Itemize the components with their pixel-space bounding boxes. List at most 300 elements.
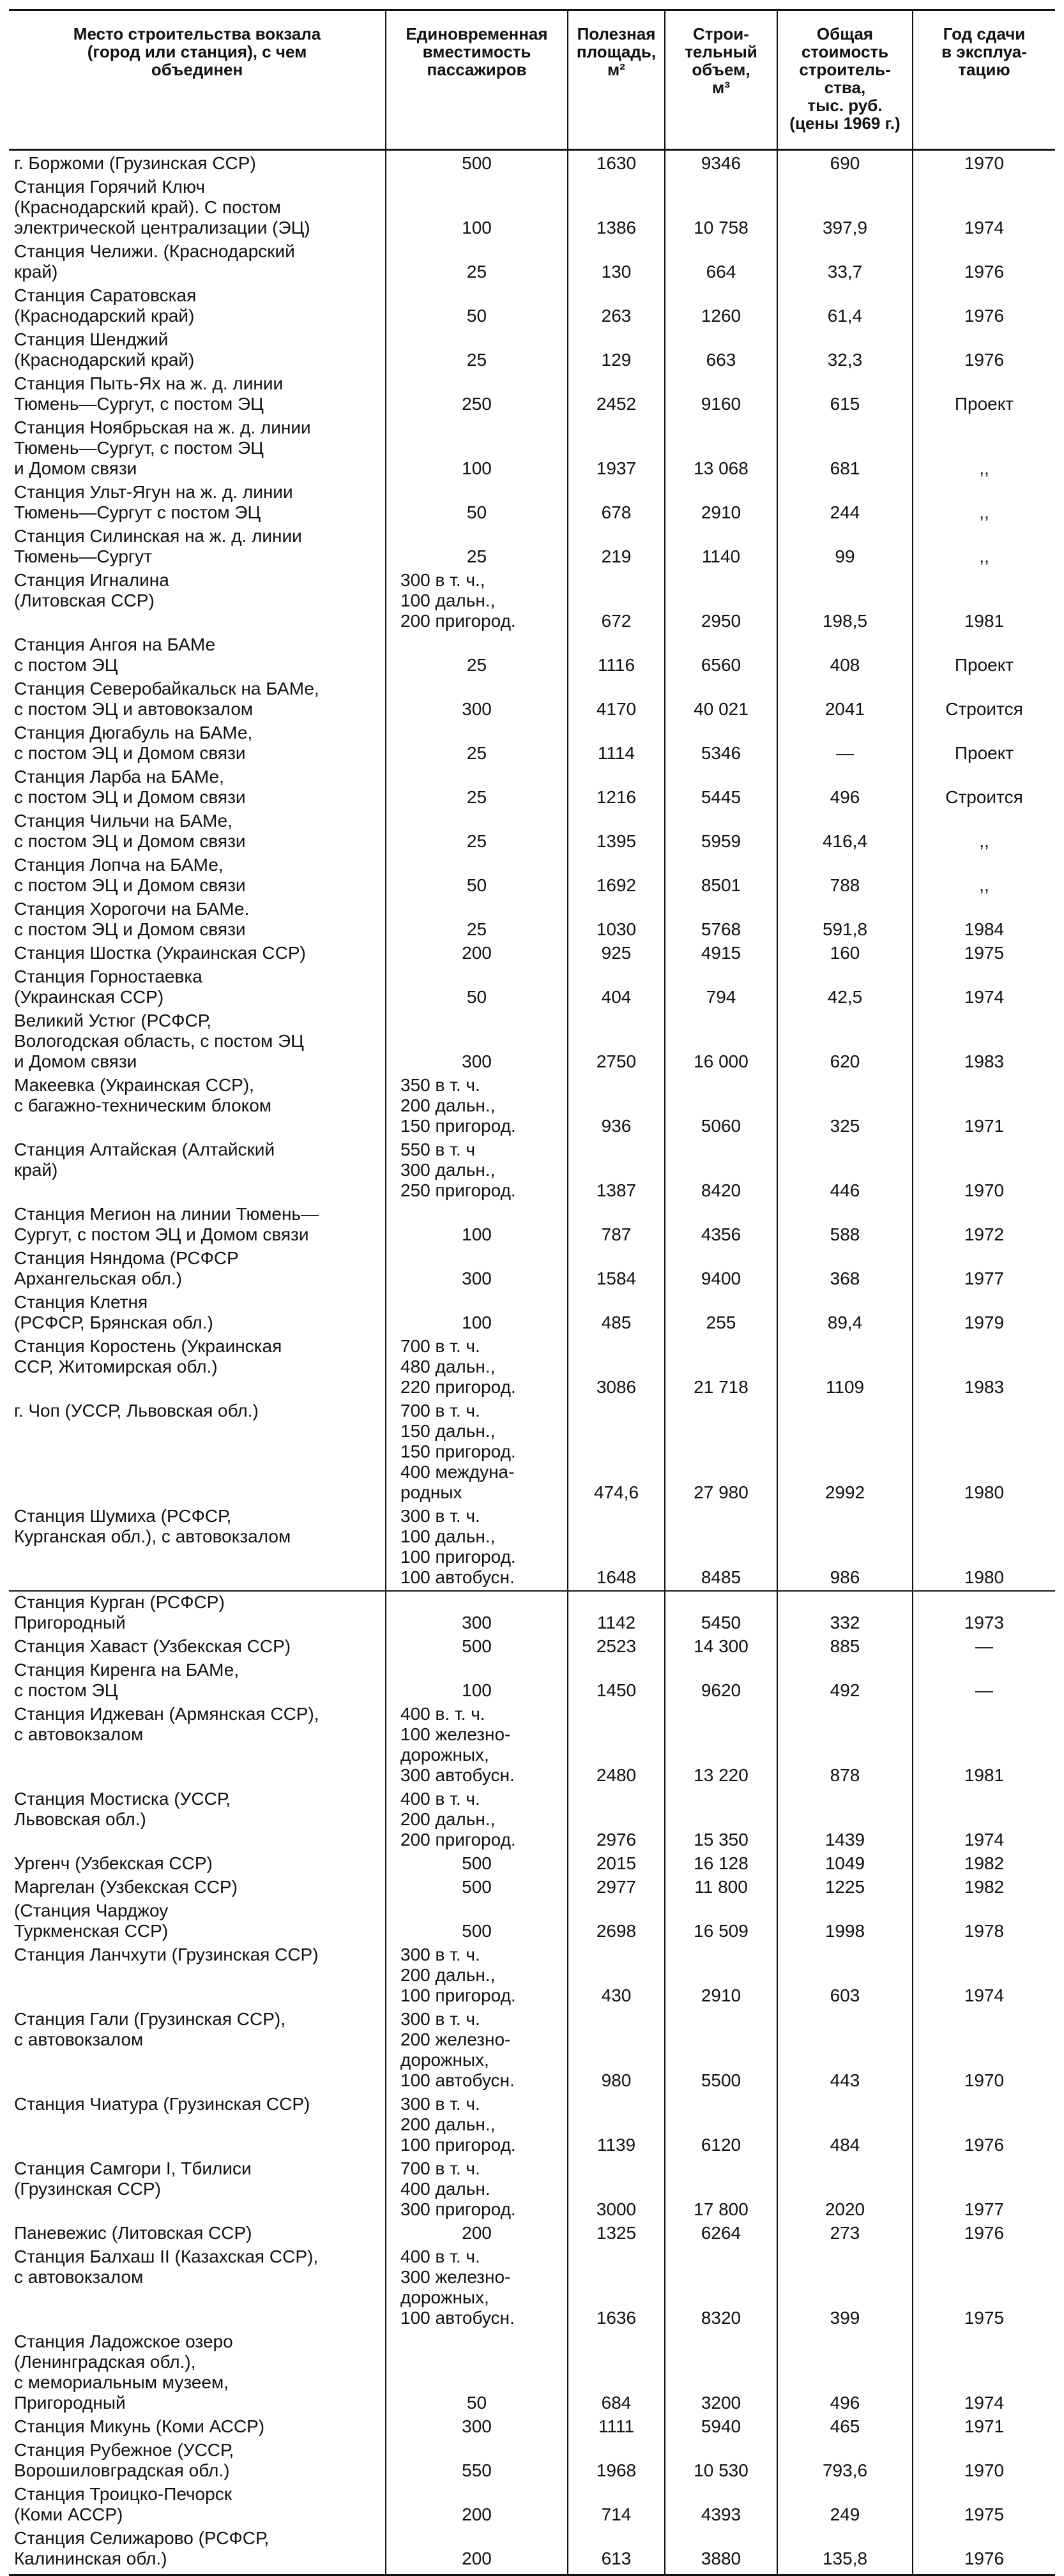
cell-area: 1450 [568,1659,665,1703]
cell-year: 1975 [913,2483,1055,2527]
cell-capacity: 500 [386,1876,568,1900]
cell-cost: 33,7 [777,241,913,285]
cell-volume: 5060 [665,1074,777,1139]
cell-volume: 3200 [665,2331,777,2416]
cell-area: 404 [568,966,665,1010]
cell-year: Проект [913,634,1055,678]
cell-cost: 788 [777,854,913,898]
cell-year: 1974 [913,2331,1055,2416]
cell-capacity: 300 в т. ч. 100 дальн., 100 пригород. 100 автобусн. [386,1505,568,1591]
cell-volume: 16 509 [665,1900,777,1944]
cell-location: Станция Курган (РСФСР) Пригородный [9,1591,386,1636]
cell-year: 1980 [913,1505,1055,1591]
cell-cost: 615 [777,373,913,417]
cell-year: ,, [913,810,1055,854]
cell-location: Станция Няндома (РСФСР Архангельская обл.) [14,1248,239,1288]
cell-cost: 244 [777,481,913,525]
cell-area: 2698 [568,1900,665,1944]
cell-cost: 99 [777,525,913,569]
cell-cost: 588 [777,1203,913,1247]
cell-volume: 16 128 [665,1853,777,1876]
cell-cost: 878 [777,1703,913,1788]
cell-capacity: 50 [386,854,568,898]
cell-capacity: 25 [386,722,568,766]
cell-year: 1974 [913,966,1055,1010]
cell-location: Станция Селижарово (РСФСР, Калининская обл.) [9,2527,386,2575]
cell-location: Станция Лопча на БАМе, с постом ЭЦ и Домом связи [14,855,246,895]
cell-capacity: 200 [386,2527,568,2575]
cell-location: Маргелан (Узбекская ССР) [14,1877,238,1897]
cell-area: 2452 [568,373,665,417]
cell-location: г. Чоп (УССР, Львовская обл.) [14,1401,259,1420]
cell-location: Станция Игналина (Литовская ССР) [14,570,169,610]
table-row [9,1636,1055,1659]
cell-cost: 885 [777,1636,913,1659]
table-row [9,1505,1055,1591]
cell-volume: 9620 [665,1659,777,1703]
table-row [9,1139,1055,1203]
cell-area: 485 [568,1292,665,1336]
cell-volume: 664 [665,241,777,285]
cell-capacity: 300 в т. ч. 200 железно- дорожных, 100 автобусн. [386,2008,568,2093]
cell-location: Станция Чильчи на БАМе, с постом ЭЦ и Домом связи [14,811,246,851]
cell-year: 1977 [913,2158,1055,2222]
cell-volume: 6264 [665,2222,777,2246]
cell-year: 1984 [913,898,1055,942]
table-row [9,1703,1055,1788]
cell-volume: 27 980 [665,1400,777,1505]
cell-year: 1977 [913,1247,1055,1292]
cell-year: 1974 [913,176,1055,241]
table-row [9,2331,1055,2416]
cell-year: 1973 [913,1591,1055,1636]
cell-location: Станция Троицко-Печорск (Коми АССР) [14,2484,232,2524]
cell-cost: 160 [777,942,913,966]
table-row [9,1400,1055,1505]
cell-year: 1981 [913,1703,1055,1788]
cell-volume: 2950 [665,569,777,634]
cell-cost: 2992 [777,1400,913,1505]
table-row [9,373,1055,417]
cell-location: Станция Дюгабуль на БАМе, с постом ЭЦ и Домом связи [14,723,253,763]
cell-area: 1030 [568,898,665,942]
table-row [9,2093,1055,2158]
cell-location: Ургенч (Узбекская ССР) [14,1853,213,1873]
cell-capacity: 200 [386,942,568,966]
cell-year: 1981 [913,569,1055,634]
cell-cost: 620 [777,1010,913,1074]
cell-year: 1976 [913,2222,1055,2246]
cell-year: 1976 [913,2527,1055,2575]
cell-cost: 89,4 [777,1292,913,1336]
table-row [9,2246,1055,2331]
cell-area: 1111 [568,2416,665,2439]
cell-volume: 4356 [665,1203,777,1247]
cell-area: 1395 [568,810,665,854]
table-row [9,1010,1055,1074]
cell-area: 1937 [568,417,665,481]
table-row [9,1591,1055,1636]
cell-year: 1982 [913,1853,1055,1876]
cell-capacity: 25 [386,810,568,854]
table-row [9,1203,1055,1247]
cell-location: Станция Мостиска (УССР, Львовская обл.) [14,1789,231,1829]
cell-volume: 8485 [665,1505,777,1591]
cell-area: 2750 [568,1010,665,1074]
table-row [9,2008,1055,2093]
header-cost: Общая стоимость строитель- ства, тыс. руб. (цены 1969 г.) [777,10,913,150]
cell-location: (Станция Чарджоу Туркменская ССР) [14,1901,169,1941]
cell-volume: 1260 [665,285,777,329]
cell-cost: 249 [777,2483,913,2527]
cell-area: 474,6 [568,1400,665,1505]
railway-stations-table [9,9,1055,2576]
cell-volume: 5450 [665,1591,777,1636]
cell-year: 1970 [913,2008,1055,2093]
cell-year: 1971 [913,2416,1055,2439]
header-area: Полезная площадь, м² [568,10,665,150]
cell-area: 980 [568,2008,665,2093]
cell-location: Станция Самгори I, Тбилиси (Грузинская ССР) [14,2158,252,2199]
cell-year: 1970 [913,150,1055,177]
cell-cost: 368 [777,1247,913,1292]
cell-cost: 1439 [777,1788,913,1853]
cell-area: 2015 [568,1853,665,1876]
table-row [9,966,1055,1010]
cell-location: Станция Ладожское озеро (Ленинградская обл.), с мемориальным музеем, Пригородный [14,2331,233,2413]
cell-area: 1216 [568,766,665,810]
cell-volume: 9346 [665,150,777,177]
cell-year: Проект [913,722,1055,766]
cell-cost: 408 [777,634,913,678]
cell-location: Станция Шостка (Украинская ССР) [14,943,306,963]
cell-volume: 8320 [665,2246,777,2331]
table-row [9,898,1055,942]
cell-year: 1971 [913,1074,1055,1139]
cell-location: Станция Клетня (РСФСР, Брянская обл.) [14,1292,213,1332]
cell-volume: 16 000 [665,1010,777,1074]
table-row [9,766,1055,810]
cell-capacity: 50 [386,285,568,329]
cell-area: 672 [568,569,665,634]
cell-year: 1975 [913,942,1055,966]
cell-location: Станция Ноябрьская на ж. д. линии Тюмень—Сургут, с постом ЭЦ и Домом связи [14,418,311,478]
table-row [9,176,1055,241]
cell-location: Станция Горностаевка (Украинская ССР) [14,967,202,1007]
cell-volume: 8420 [665,1139,777,1203]
cell-year: 1976 [913,329,1055,373]
cell-cost: 690 [777,150,913,177]
cell-capacity: 500 [386,1853,568,1876]
cell-capacity: 100 [386,417,568,481]
table-row [9,1659,1055,1703]
cell-volume: 9400 [665,1247,777,1292]
cell-capacity: 300 [386,1247,568,1292]
table-row [9,1247,1055,1292]
cell-cost: 603 [777,1944,913,2008]
table-row [9,2222,1055,2246]
cell-capacity: 200 [386,2222,568,2246]
cell-year: 1970 [913,1139,1055,1203]
cell-cost: 2041 [777,678,913,722]
table-row [9,1900,1055,1944]
cell-capacity: 100 [386,1659,568,1703]
table-row [9,285,1055,329]
cell-location: Станция Челижи. (Краснодарский край) [14,241,295,282]
cell-cost: 446 [777,1139,913,1203]
cell-capacity: 500 [386,150,568,177]
cell-year: 1974 [913,1944,1055,2008]
table-row [9,854,1055,898]
cell-area: 1584 [568,1247,665,1292]
cell-area: 925 [568,942,665,966]
cell-location: Станция Коростень (Украинская ССР, Житомирская обл.) [14,1336,282,1376]
cell-capacity: 25 [386,525,568,569]
header-year: Год сдачи в эксплуа- тацию [913,10,1055,150]
cell-volume: 2910 [665,481,777,525]
cell-cost: 496 [777,766,913,810]
cell-location: Станция Пыть-Ях на ж. д. линии Тюмень—Сургут, с постом ЭЦ [14,373,284,414]
cell-area: 2480 [568,1703,665,1788]
table-row [9,569,1055,634]
cell-area: 1968 [568,2439,665,2483]
cell-year: Строится [913,678,1055,722]
cell-year: Проект [913,373,1055,417]
cell-capacity: 300 [386,2416,568,2439]
cell-volume: 14 300 [665,1636,777,1659]
cell-volume: 255 [665,1292,777,1336]
cell-area: 936 [568,1074,665,1139]
cell-year: ,, [913,854,1055,898]
cell-volume: 8501 [665,854,777,898]
cell-cost: 484 [777,2093,913,2158]
cell-location: Станция Ланчхути (Грузинская ССР) [14,1945,319,1964]
cell-area: 1116 [568,634,665,678]
cell-cost: — [777,722,913,766]
cell-location: Станция Горячий Ключ (Краснодарский край). С постом электрической централизации (ЭЦ) [14,177,310,237]
cell-area: 1386 [568,176,665,241]
cell-cost: 2020 [777,2158,913,2222]
cell-cost: 416,4 [777,810,913,854]
table-row [9,2416,1055,2439]
cell-capacity: 700 в т. ч. 400 дальн. 300 пригород. [386,2158,568,2222]
cell-volume: 2910 [665,1944,777,2008]
cell-year: — [913,1659,1055,1703]
cell-location: Станция Хорогочи на БАМе. с постом ЭЦ и Домом связи [14,899,250,939]
cell-volume: 10 530 [665,2439,777,2483]
cell-location: Станция Рубежное (УССР, Ворошиловградская обл.) [14,2440,234,2480]
cell-capacity: 25 [386,241,568,285]
cell-cost: 61,4 [777,285,913,329]
cell-volume: 21 718 [665,1336,777,1400]
cell-capacity: 100 [386,176,568,241]
cell-area: 714 [568,2483,665,2527]
table-row [9,150,1055,177]
cell-location: г. Боржоми (Грузинская ССР) [14,153,256,173]
cell-location: Станция Киренга на БАМе, с постом ЭЦ [14,1660,239,1700]
cell-volume: 40 021 [665,678,777,722]
cell-location: Станция Силинская на ж. д. линии Тюмень—Сургут [14,526,302,566]
cell-year: 1974 [913,1788,1055,1853]
cell-location: Станция Северобайкальск на БАМе, с постом ЭЦ и автовокзалом [14,679,319,719]
cell-volume: 5768 [665,898,777,942]
cell-cost: 492 [777,1659,913,1703]
table-row [9,2483,1055,2527]
cell-year: 1983 [913,1336,1055,1400]
cell-capacity: 700 в т. ч. 150 дальн., 150 пригород. 400 междуна- родных [386,1400,568,1505]
cell-capacity: 50 [386,966,568,1010]
cell-volume: 794 [665,966,777,1010]
cell-location: Станция Гали (Грузинская ССР), с автовокзалом [14,2009,286,2049]
cell-capacity: 300 в т. ч. 200 дальн., 100 пригород. [386,2093,568,2158]
cell-area: 129 [568,329,665,373]
cell-area: 684 [568,2331,665,2416]
cell-area: 2977 [568,1876,665,1900]
cell-area: 1636 [568,2246,665,2331]
cell-volume: 5346 [665,722,777,766]
cell-year: 1976 [913,241,1055,285]
table-row [9,1336,1055,1400]
cell-volume: 4393 [665,2483,777,2527]
cell-year: 1978 [913,1900,1055,1944]
table-row [9,1876,1055,1900]
cell-cost: 325 [777,1074,913,1139]
table-row [9,942,1055,966]
cell-volume: 6120 [665,2093,777,2158]
cell-capacity: 100 [386,1292,568,1336]
cell-capacity: 25 [386,634,568,678]
table-row [9,2439,1055,2483]
cell-capacity: 400 в т. ч. 200 дальн., 200 пригород. [386,1788,568,1853]
cell-cost: 465 [777,2416,913,2439]
cell-location: Станция Ангоя на БАМе с постом ЭЦ [14,635,216,675]
cell-volume: 17 800 [665,2158,777,2222]
cell-capacity: 300 [386,678,568,722]
table-row [9,2527,1055,2575]
cell-location: Станция Микунь (Коми АССР) [14,2416,265,2436]
cell-location: Станция Ульт-Ягун на ж. д. линии Тюмень—Сургут с постом ЭЦ [14,482,293,522]
table-row [9,678,1055,722]
cell-capacity: 300 [386,1010,568,1074]
cell-area: 1648 [568,1505,665,1591]
cell-location: Станция Саратовская (Краснодарский край) [14,285,197,326]
cell-capacity: 25 [386,329,568,373]
table-row [9,722,1055,766]
cell-volume: 1140 [665,525,777,569]
cell-year: 1980 [913,1400,1055,1505]
cell-capacity: 500 [386,1636,568,1659]
cell-location: Станция Балхаш II (Казахская ССР), с автовокзалом [14,2247,319,2287]
cell-cost: 399 [777,2246,913,2331]
cell-cost: 591,8 [777,898,913,942]
cell-area: 1325 [568,2222,665,2246]
cell-area: 1142 [568,1591,665,1636]
cell-volume: 13 220 [665,1703,777,1788]
table-row [9,810,1055,854]
cell-capacity: 25 [386,766,568,810]
cell-cost: 273 [777,2222,913,2246]
table-row [9,1853,1055,1876]
cell-location: Станция Мегион на линии Тюмень— Сургут, с постом ЭЦ и Домом связи [14,1204,319,1244]
cell-area: 787 [568,1203,665,1247]
cell-volume: 15 350 [665,1788,777,1853]
cell-area: 2976 [568,1788,665,1853]
cell-area: 613 [568,2527,665,2575]
cell-volume: 3880 [665,2527,777,2575]
cell-volume: 663 [665,329,777,373]
cell-area: 130 [568,241,665,285]
cell-location: Станция Шенджий (Краснодарский край) [14,329,195,370]
cell-volume: 9160 [665,373,777,417]
cell-capacity: 50 [386,2331,568,2416]
table-body [9,150,1055,2575]
cell-volume: 10 758 [665,176,777,241]
cell-capacity: 25 [386,898,568,942]
cell-cost: 198,5 [777,569,913,634]
cell-area: 3000 [568,2158,665,2222]
cell-volume: 5445 [665,766,777,810]
cell-area: 678 [568,481,665,525]
cell-area: 430 [568,1944,665,2008]
cell-cost: 496 [777,2331,913,2416]
header-volume: Строи- тельный объем, м³ [665,10,777,150]
table-row [9,417,1055,481]
cell-cost: 1225 [777,1876,913,1900]
cell-location: Великий Устюг (РСФСР, Вологодская область, с постом ЭЦ и Домом связи [14,1011,304,1071]
cell-cost: 1109 [777,1336,913,1400]
cell-capacity: 350 в т. ч. 200 дальн., 150 пригород. [386,1074,568,1139]
cell-cost: 397,9 [777,176,913,241]
cell-area: 4170 [568,678,665,722]
cell-year: ,, [913,417,1055,481]
cell-volume: 5500 [665,2008,777,2093]
cell-volume: 4915 [665,942,777,966]
cell-location: Станция Шумиха (РСФСР, Курганская обл.), с автовокзалом [14,1506,291,1546]
header-capacity: Единовременная вместимость пассажиров [386,10,568,150]
cell-volume: 6560 [665,634,777,678]
cell-volume: 13 068 [665,417,777,481]
cell-year: 1976 [913,2093,1055,2158]
header-location: Место строительства вокзала (город или станция), с чем объединен [9,10,386,150]
cell-year: ,, [913,525,1055,569]
cell-cost: 1998 [777,1900,913,1944]
cell-cost: 32,3 [777,329,913,373]
cell-area: 1114 [568,722,665,766]
cell-capacity: 550 в т. ч 300 дальн., 250 пригород. [386,1139,568,1203]
cell-capacity: 300 в т. ч. 200 дальн., 100 пригород. [386,1944,568,2008]
cell-volume: 11 800 [665,1876,777,1900]
cell-area: 219 [568,525,665,569]
table-row [9,634,1055,678]
cell-area: 1630 [568,150,665,177]
cell-cost: 986 [777,1505,913,1591]
cell-capacity: 300 [386,1591,568,1636]
cell-area: 3086 [568,1336,665,1400]
cell-location: Станция Иджеван (Армянская ССР), с автовокзалом [14,1704,319,1744]
cell-location: Станция Чиатура (Грузинская ССР) [14,2094,310,2114]
cell-capacity: 100 [386,1203,568,1247]
cell-year: 1983 [913,1010,1055,1074]
table-row [9,481,1055,525]
cell-cost: 42,5 [777,966,913,1010]
cell-year: 1972 [913,1203,1055,1247]
cell-volume: 5959 [665,810,777,854]
cell-capacity: 400 в. т. ч. 100 железно- дорожных, 300 автобусн. [386,1703,568,1788]
table-row [9,1292,1055,1336]
cell-capacity: 550 [386,2439,568,2483]
cell-year: 1979 [913,1292,1055,1336]
table-row [9,1944,1055,2008]
